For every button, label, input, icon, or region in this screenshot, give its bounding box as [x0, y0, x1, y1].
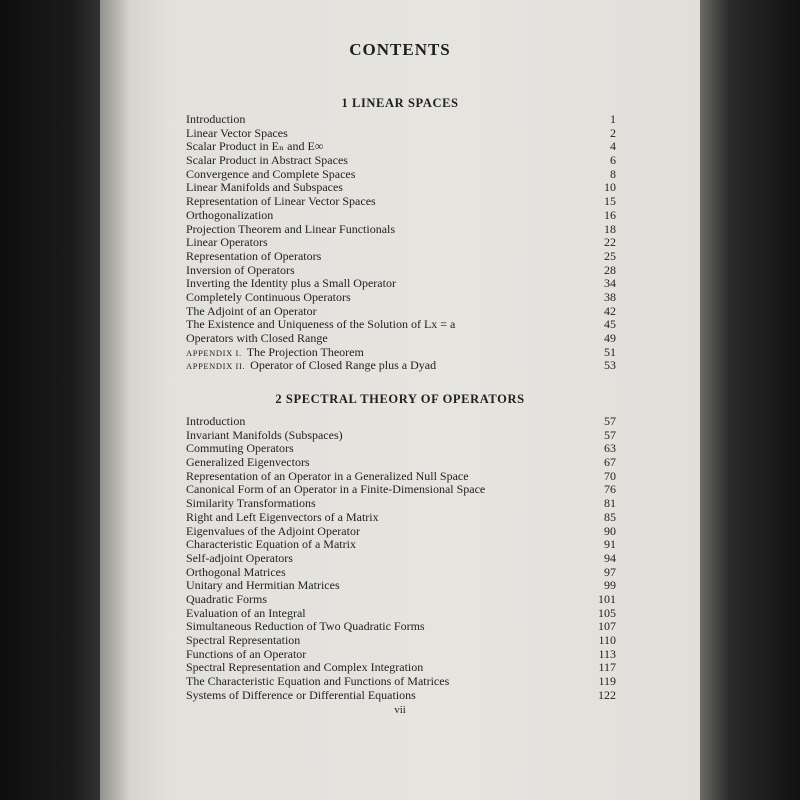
entry-title — [186, 566, 286, 580]
toc-entry — [186, 332, 616, 346]
toc-entry — [186, 634, 616, 648]
entry-text: Characteristic Equation of a Matrix — [186, 537, 356, 552]
entry-page-number: 122 — [598, 687, 616, 702]
entry-title — [186, 223, 395, 237]
appendix-label: APPENDIX I. — [186, 347, 242, 358]
entry-title — [186, 497, 316, 511]
entry-title — [186, 511, 379, 525]
chapter-heading: 2 SPECTRAL THEORY OF OPERATORS — [275, 392, 525, 406]
entry-text: The Adjoint of an Operator — [186, 303, 317, 318]
toc-entry — [186, 305, 616, 319]
entry-text: Linear Operators — [186, 235, 268, 250]
entry-text: Operators with Closed Range — [186, 331, 328, 345]
entry-text: Convergence and Complete Spaces — [186, 166, 356, 181]
entry-page-number: 22 — [604, 235, 616, 250]
entry-page-number: 107 — [598, 619, 616, 634]
toc-entry — [186, 127, 616, 141]
toc-entry — [186, 442, 616, 456]
entry-title — [186, 154, 348, 168]
entry-text: Commuting Operators — [186, 441, 294, 456]
toc-entry — [186, 346, 616, 360]
toc-entry — [186, 511, 616, 525]
left-background — [0, 0, 102, 800]
right-background — [700, 0, 800, 800]
entry-title — [186, 661, 423, 675]
entry-text: Scalar Product in Eₙ and E∞ — [186, 139, 324, 154]
entry-page-number: 53 — [604, 358, 616, 373]
toc-entry — [186, 415, 616, 429]
entry-title — [186, 552, 293, 566]
toc-entry — [186, 181, 616, 195]
entry-text: Spectral Representation and Complex Integration — [186, 660, 424, 675]
entry-title — [186, 195, 376, 209]
entry-title — [186, 689, 416, 703]
toc-entry — [186, 456, 616, 470]
toc-entry — [186, 168, 616, 182]
entry-title — [186, 140, 323, 154]
entry-text: Introduction — [186, 414, 246, 428]
entry-text: Linear Manifolds and Subspaces — [186, 180, 343, 195]
entry-text: Simultaneous Reduction of Two Quadratic Forms — [186, 619, 425, 634]
entry-title — [186, 209, 273, 223]
entry-page-number: 1 — [610, 112, 616, 126]
entry-title — [186, 305, 317, 319]
entry-page-number: 63 — [604, 441, 616, 456]
toc-entry — [186, 140, 616, 154]
entry-page-number: 117 — [598, 660, 616, 675]
toc-entry — [186, 566, 616, 580]
entry-title — [186, 456, 310, 470]
entry-text: Representation of Linear Vector Spaces — [186, 194, 376, 209]
book-page — [100, 0, 700, 800]
entry-text: Orthogonalization — [186, 207, 274, 222]
entry-text: Eigenvalues of the Adjoint Operator — [186, 523, 360, 538]
toc-entry — [186, 264, 616, 278]
entry-page-number: 94 — [604, 550, 616, 565]
entry-page-number: 57 — [604, 427, 616, 442]
entry-page-number: 8 — [610, 166, 616, 181]
entry-title — [186, 429, 343, 443]
toc-entry — [186, 483, 616, 497]
entry-text: Canonical Form of an Operator in a Finite-Dimensional Space — [186, 482, 486, 497]
toc-entry — [186, 154, 616, 168]
entry-title — [186, 168, 355, 182]
entry-title — [186, 318, 455, 332]
toc-entry — [186, 593, 616, 607]
entry-page-number: 51 — [604, 344, 616, 359]
entry-text: Systems of Difference or Differential Equations — [186, 687, 416, 702]
entry-title — [186, 264, 295, 278]
entry-page-number: 49 — [604, 331, 616, 345]
entry-page-number: 70 — [604, 468, 616, 483]
entry-title — [186, 291, 351, 305]
entry-title — [186, 525, 360, 539]
entry-page-number: 6 — [610, 153, 616, 168]
entry-page-number: 34 — [604, 276, 616, 291]
toc-entry — [186, 195, 616, 209]
entry-title — [186, 415, 245, 429]
page-number: vii — [394, 704, 406, 716]
toc-entry — [186, 113, 616, 127]
toc-entry — [186, 318, 616, 332]
entry-page-number: 28 — [604, 262, 616, 277]
toc-entry — [186, 607, 616, 621]
entry-page-number: 18 — [604, 221, 616, 236]
entry-page-number: 90 — [604, 523, 616, 538]
entry-title — [186, 675, 449, 689]
entry-text: Representation of Operators — [186, 248, 322, 263]
toc-entry — [186, 579, 616, 593]
entry-page-number: 105 — [598, 605, 616, 620]
entry-page-number: 16 — [604, 207, 616, 222]
entry-text: The Projection Theorem — [246, 344, 364, 359]
entry-title — [186, 634, 300, 648]
toc-entry — [186, 648, 616, 662]
entry-page-number: 113 — [598, 646, 616, 661]
entry-title — [186, 113, 245, 127]
entry-title — [186, 579, 340, 593]
entry-text: Functions of an Operator — [186, 646, 307, 661]
entry-page-number: 67 — [604, 455, 616, 470]
toc-entry — [186, 620, 616, 634]
entry-text: Unitary and Hermitian Matrices — [186, 578, 340, 593]
entry-page-number: 42 — [604, 303, 616, 318]
entry-text: Linear Vector Spaces — [186, 125, 288, 140]
entry-title — [186, 538, 356, 552]
entry-page-number: 15 — [604, 194, 616, 209]
toc-entry — [186, 538, 616, 552]
toc-entry — [186, 209, 616, 223]
toc-entry — [186, 497, 616, 511]
entry-title — [186, 359, 436, 374]
toc-entry — [186, 277, 616, 291]
entry-text: Inversion of Operators — [186, 262, 295, 277]
entry-text: Right and Left Eigenvectors of a Matrix — [186, 509, 379, 524]
entry-text: Evaluation of an Integral — [186, 605, 306, 620]
toc-entry — [186, 675, 616, 689]
entry-title — [186, 127, 288, 141]
entry-text: Invariant Manifolds (Subspaces) — [186, 427, 343, 442]
entry-text: Generalized Eigenvectors — [186, 455, 310, 470]
entry-page-number: 99 — [604, 578, 616, 593]
entry-page-number: 110 — [598, 633, 616, 647]
entry-text: The Characteristic Equation and Functions of Matrices — [186, 674, 450, 689]
page-title: CONTENTS — [349, 40, 451, 59]
toc-entry — [186, 250, 616, 264]
entry-page-number: 91 — [604, 537, 616, 552]
chapter-2-list — [186, 415, 616, 702]
entry-text: Inverting the Identity plus a Small Operator — [186, 276, 396, 291]
toc-entry — [186, 223, 616, 237]
entry-title — [186, 483, 485, 497]
entry-page-number: 4 — [610, 139, 616, 154]
entry-title — [186, 332, 328, 346]
entry-text: Projection Theorem and Linear Functionals — [186, 221, 396, 236]
toc-entry — [186, 552, 616, 566]
toc-entry — [186, 470, 616, 484]
entry-title — [186, 620, 425, 634]
entry-title — [186, 648, 306, 662]
entry-page-number: 25 — [604, 248, 616, 263]
chapter-1-list — [186, 113, 616, 373]
entry-title — [186, 250, 321, 264]
toc-entry — [186, 429, 616, 443]
entry-text: Completely Continuous Operators — [186, 289, 351, 304]
entry-text: Similarity Transformations — [186, 496, 316, 511]
entry-text: The Existence and Uniqueness of the Solution of Lx = a — [186, 317, 456, 332]
entry-page-number: 45 — [604, 317, 616, 332]
entry-page-number: 57 — [604, 414, 616, 428]
entry-page-number: 2 — [610, 125, 616, 140]
entry-text: Spectral Representation — [186, 633, 301, 647]
entry-page-number: 97 — [604, 564, 616, 579]
entry-page-number: 10 — [604, 180, 616, 195]
entry-title — [186, 470, 469, 484]
entry-title — [186, 593, 267, 607]
entry-page-number: 38 — [604, 289, 616, 304]
entry-text: Representation of an Operator in a Generalized Null Space — [186, 468, 469, 483]
entry-page-number: 101 — [598, 591, 616, 606]
entry-text: Operator of Closed Range plus a Dyad — [250, 358, 437, 373]
entry-title — [186, 442, 294, 456]
entry-text: Scalar Product in Abstract Spaces — [186, 153, 348, 168]
entry-page-number: 85 — [604, 509, 616, 524]
chapter-heading: 1 LINEAR SPACES — [341, 96, 459, 110]
toc-entry — [186, 236, 616, 250]
entry-title — [186, 607, 306, 621]
entry-text: Self-adjoint Operators — [186, 550, 293, 565]
entry-text: Quadratic Forms — [186, 591, 267, 606]
entry-title — [186, 236, 268, 250]
entry-page-number: 76 — [604, 482, 616, 497]
toc-entry — [186, 689, 616, 703]
entry-title — [186, 181, 343, 195]
entry-text: Orthogonal Matrices — [186, 564, 286, 579]
entry-text: Introduction — [186, 112, 246, 126]
toc-entry — [186, 525, 616, 539]
toc-entry — [186, 661, 616, 675]
entry-page-number: 119 — [598, 674, 616, 689]
toc-entry — [186, 359, 616, 373]
toc-entry — [186, 291, 616, 305]
entry-title — [186, 277, 396, 291]
appendix-label: APPENDIX II. — [186, 361, 246, 372]
entry-page-number: 81 — [604, 496, 616, 511]
